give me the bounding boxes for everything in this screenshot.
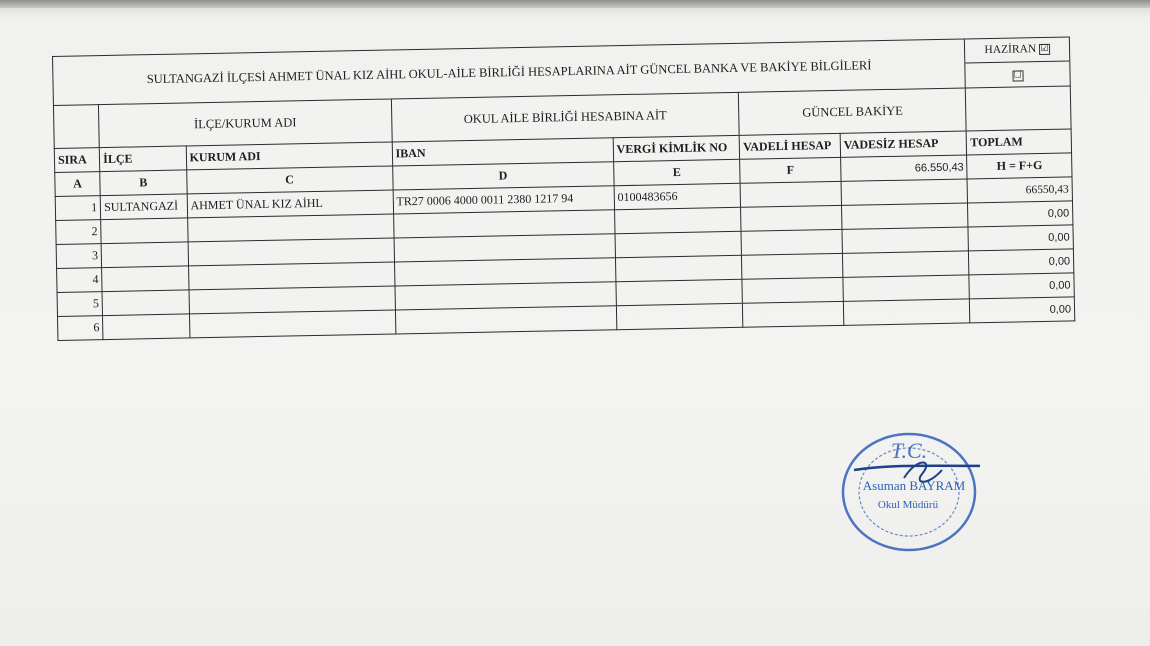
letter-c: C xyxy=(186,166,392,194)
group-ilce-kurum-header: İLÇE/KURUM ADI xyxy=(99,99,392,148)
row-1-toplam: 0,00 xyxy=(968,201,1073,227)
row-1-ilce: SULTANGAZİ xyxy=(100,194,187,220)
toplam-header: TOPLAM xyxy=(967,129,1072,155)
bank-balance-form xyxy=(52,36,1078,386)
letter-e: E xyxy=(613,159,740,185)
group-guncel-bakiye-header: GÜNCEL BAKİYE xyxy=(739,88,967,135)
kurum-adi-header: KURUM ADI xyxy=(186,142,392,170)
row-1-vkn: 0100483656 xyxy=(614,183,741,209)
row-1-vadeli xyxy=(740,181,841,207)
paper-top-edge xyxy=(0,0,1150,8)
official-stamp xyxy=(838,426,980,556)
stamp-name-text: Asuman BAYRAM xyxy=(862,478,966,493)
sira-header: SIRA xyxy=(54,148,100,173)
stamp-role-text: Okul Müdürü xyxy=(877,499,939,511)
row-4-toplam: 0,00 xyxy=(969,273,1074,299)
row-2-sira: 2 xyxy=(56,220,102,245)
row-6-sira: 6 xyxy=(58,316,104,341)
stamp-tc-text: T.C. xyxy=(890,438,928,463)
letter-f: F xyxy=(740,157,841,183)
month-checkbox-icon[interactable]: ☑ xyxy=(1040,43,1049,54)
ilce-header: İLÇE xyxy=(99,146,186,172)
letter-h-formula: H = F+G xyxy=(996,158,1043,173)
row-3-toplam: 0,00 xyxy=(969,249,1074,275)
row-4-sira: 4 xyxy=(57,268,103,293)
document-title: SULTANGAZİ İLÇESİ AHMET ÜNAL KIZ AİHL OKUL-AİLE BİRLİĞİ HESAPLARINA AİT GÜNCEL BANKA VE BAKİYE BİLGİLERİ xyxy=(53,39,966,106)
group-okul-aile-header: OKUL AİLE BİRLİĞİ HESABINA AİT xyxy=(391,92,739,142)
row-1-vadesiz xyxy=(841,179,968,205)
row-1-sira: 1 xyxy=(55,196,101,221)
month-label: HAZİRAN xyxy=(984,43,1037,57)
letter-d: D xyxy=(392,162,613,190)
row-1-kurum: AHMET ÜNAL KIZ AİHL xyxy=(187,190,393,218)
row-3-sira: 3 xyxy=(56,244,102,269)
signature-stroke xyxy=(854,466,980,470)
vadesiz-hesap-header: VADESİZ HESAP xyxy=(840,131,967,157)
row-1-iban: TR27 0006 4000 0011 2380 1217 94 xyxy=(393,186,614,214)
empty-checkbox-icon[interactable]: ☐ xyxy=(1013,70,1022,81)
letter-b: B xyxy=(100,170,187,196)
iban-header: IBAN xyxy=(392,138,613,166)
bank-balance-table xyxy=(52,36,1075,340)
row-2-toplam: 0,00 xyxy=(968,225,1073,251)
row-1-toplam-top: 66550,43 xyxy=(1025,183,1069,196)
vadeli-hesap-header: VADELİ HESAP xyxy=(739,133,840,159)
row-5-sira: 5 xyxy=(57,292,103,317)
vadesiz-total-value: 66.550,43 xyxy=(840,155,967,181)
vergi-kimlik-no-header: VERGİ KİMLİK NO xyxy=(613,135,740,161)
row-5-toplam: 0,00 xyxy=(970,297,1075,323)
letter-a: A xyxy=(55,172,101,197)
